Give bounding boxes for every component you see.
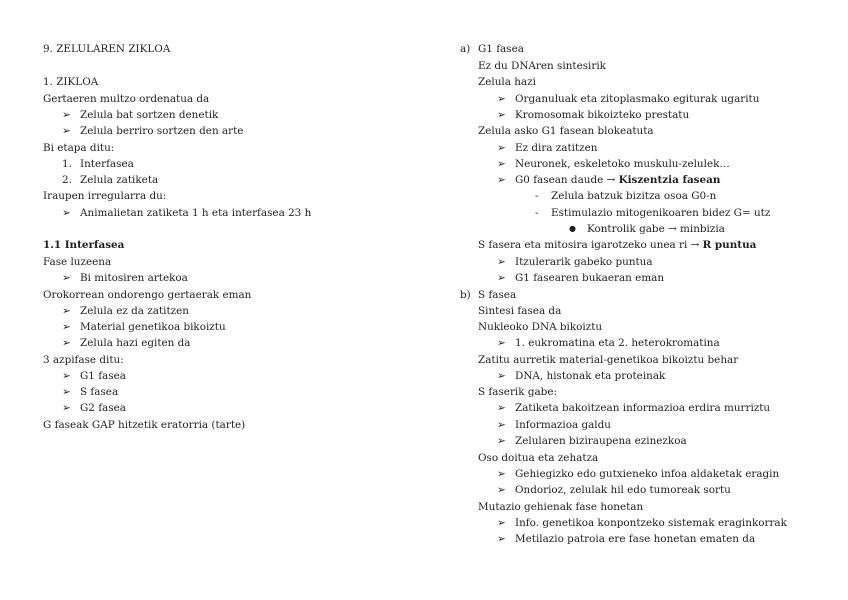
arrow-bullet-icon: ➢ [497, 484, 506, 496]
text-line: Iraupen irregularra du: [43, 190, 167, 202]
arrow-bullet-icon: ➢ [62, 109, 71, 121]
text-line: Fase luzeena [43, 256, 112, 268]
section-heading-interfasea: 1.1 Interfasea [43, 239, 125, 251]
text-line: Mutazio gehienak fase honetan [478, 501, 644, 513]
arrow-bullet-icon: ➢ [497, 142, 506, 154]
arrow-bullet-icon: ➢ [497, 272, 506, 284]
text-line: S faserik gabe: [478, 386, 557, 398]
dash-bullet-icon: - [535, 190, 539, 202]
list-item: Itzulerarik gabeko puntua [515, 256, 653, 268]
text-line: Ez du DNAren sintesirik [478, 60, 606, 72]
emphasis-text: Kiszentzia fasean [618, 174, 721, 186]
text-line: 3 azpifase ditu: [43, 354, 124, 366]
list-item-text: G0 fasean daude → [515, 174, 619, 186]
list-item: Metilazio patroia ere fase honetan ematen da [515, 533, 756, 545]
subsection-title-g1: G1 fasea [478, 43, 524, 55]
list-item: Zelularen biziraupena ezinezkoa [515, 435, 687, 447]
list-item: Organuluak eta zitoplasmako egiturak ugaritu [515, 93, 760, 105]
list-item [515, 174, 720, 186]
arrow-bullet-icon: ➢ [62, 207, 71, 219]
arrow-bullet-icon: ➢ [497, 435, 506, 447]
text-line: Zelula hazi [478, 76, 536, 88]
list-item: Gehiegizko edo gutxieneko infoa aldaketak eragin [515, 468, 780, 480]
arrow-bullet-icon: ➢ [62, 272, 71, 284]
section-heading-zikloa: 1. ZIKLOA [43, 76, 99, 88]
list-item: Material genetikoa bikoiztu [80, 321, 226, 333]
arrow-bullet-icon: ➢ [497, 158, 506, 170]
arrow-bullet-icon: ➢ [497, 370, 506, 382]
list-item: Ez dira zatitzen [515, 142, 598, 154]
list-item: Ondorioz, zelulak hil edo tumoreak sortu [515, 484, 731, 496]
list-number: 2. [62, 174, 72, 186]
arrow-bullet-icon: ➢ [497, 337, 506, 349]
list-item: Zatiketa bakoitzean informazioa erdira murriztu [515, 402, 771, 414]
emphasis-text: R puntua [702, 239, 757, 251]
arrow-bullet-icon: ➢ [62, 125, 71, 137]
list-item: G2 fasea [80, 402, 126, 414]
arrow-bullet-icon: ➢ [62, 370, 71, 382]
list-item: G1 fasea [80, 370, 126, 382]
text-line: Orokorrean ondorengo gertaerak eman [43, 289, 252, 301]
text-line: Bi etapa ditu: [43, 142, 115, 154]
arrow-bullet-icon: ➢ [497, 93, 506, 105]
document-title: 9. ZELULAREN ZIKLOA [43, 43, 171, 55]
text-line: Gertaeren multzo ordenatua da [43, 93, 210, 105]
dash-bullet-icon: - [535, 207, 539, 219]
list-number: 1. [62, 158, 72, 170]
list-item: Zelula bat sortzen denetik [80, 109, 219, 121]
list-item: Zelula batzuk bizitza osoa G0-n [551, 190, 717, 202]
arrow-bullet-icon: ➢ [497, 468, 506, 480]
arrow-bullet-icon: ➢ [62, 386, 71, 398]
arrow-bullet-icon: ➢ [497, 109, 506, 121]
text-line: Sintesi fasea da [478, 305, 562, 317]
arrow-bullet-icon: ➢ [62, 321, 71, 333]
text-line: Zatitu aurretik material-genetikoa bikoiztu behar [478, 354, 739, 366]
arrow-bullet-icon: ➢ [497, 533, 506, 545]
arrow-bullet-icon: ➢ [497, 402, 506, 414]
list-item: Estimulazio mitogenikoaren bidez G= utz [551, 207, 771, 219]
text-line: Oso doitua eta zehatza [478, 452, 599, 464]
subsection-title-s: S fasea [478, 289, 517, 301]
list-item: Zelula hazi egiten da [80, 337, 191, 349]
arrow-bullet-icon: ➢ [497, 174, 506, 186]
list-item: Bi mitosiren artekoa [80, 272, 188, 284]
list-item: Kontrolik gabe → minbizia [587, 223, 725, 235]
list-item: Zelula berriro sortzen den arte [80, 125, 244, 137]
arrow-bullet-icon: ➢ [62, 305, 71, 317]
list-item: DNA, histonak eta proteinak [515, 370, 666, 382]
arrow-bullet-icon: ➢ [62, 402, 71, 414]
list-item: Info. genetikoa konpontzeko sistemak eraginkorrak [515, 517, 787, 529]
text-line: Nukleoko DNA bikoiztu [478, 321, 603, 333]
list-item: Zelula ez da zatitzen [80, 305, 189, 317]
list-item: Kromosomak bikoizteko prestatu [515, 109, 690, 121]
text-line [478, 239, 756, 251]
list-item: Neuronek, eskeletoko muskulu-zelulek… [515, 158, 730, 170]
text-line: Zelula asko G1 fasean blokeatuta [478, 125, 654, 137]
arrow-bullet-icon: ➢ [497, 256, 506, 268]
list-letter: a) [460, 43, 471, 55]
list-item: Animalietan zatiketa 1 h eta interfasea 23 h [80, 207, 312, 219]
list-item: S fasea [80, 386, 119, 398]
text-line: G faseak GAP hitzetik eratorria (tarte) [43, 419, 246, 431]
dot-bullet-icon: ● [569, 224, 576, 233]
text-line-content: S fasera eta mitosira igarotzeko unea ri → [478, 239, 703, 251]
list-item: G1 fasearen bukaeran eman [515, 272, 665, 284]
list-item: 1. eukromatina eta 2. heterokromatina [515, 337, 720, 349]
arrow-bullet-icon: ➢ [62, 337, 71, 349]
list-item: Informazioa galdu [515, 419, 611, 431]
arrow-bullet-icon: ➢ [497, 517, 506, 529]
list-item: Interfasea [80, 158, 134, 170]
arrow-bullet-icon: ➢ [497, 419, 506, 431]
list-item: Zelula zatiketa [80, 174, 159, 186]
list-letter: b) [460, 289, 471, 301]
